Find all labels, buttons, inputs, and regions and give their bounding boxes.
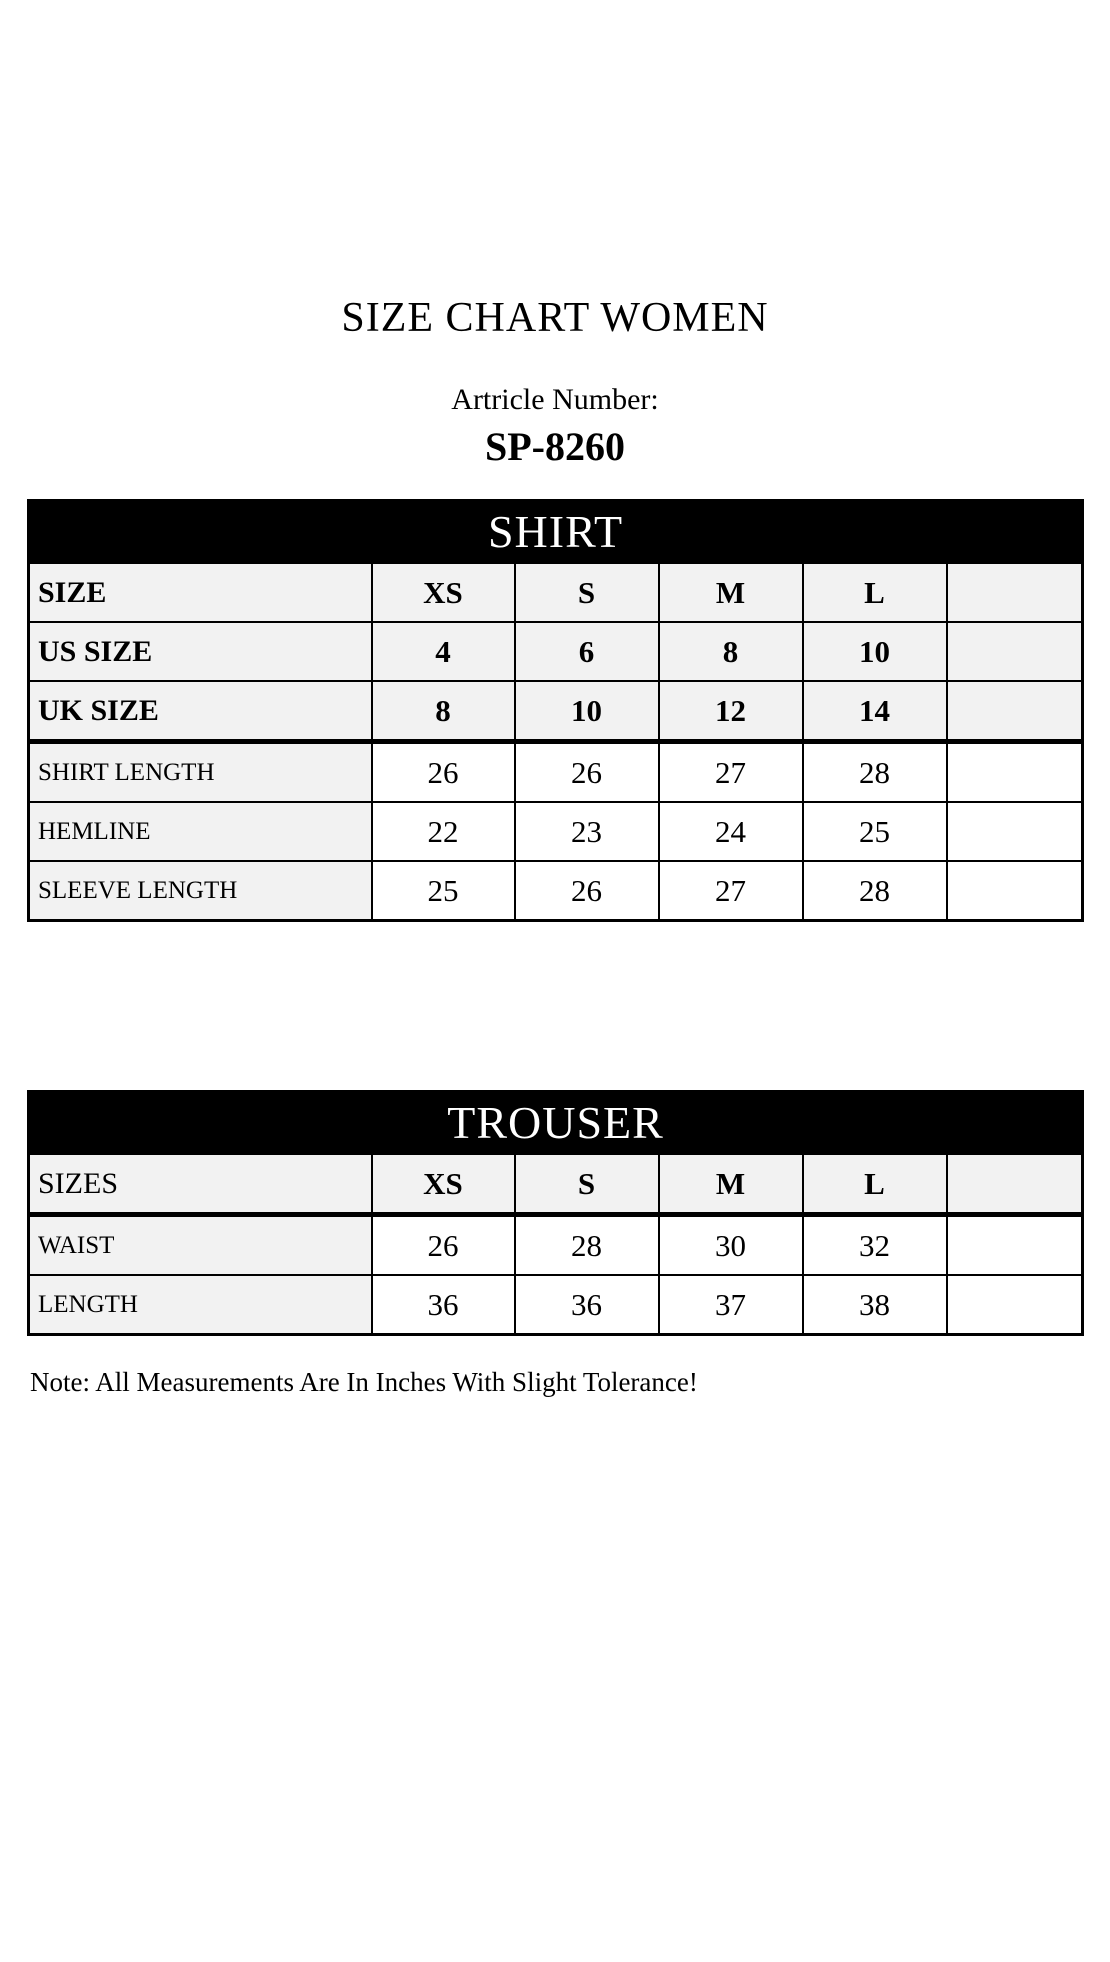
table-row [29,1215,1083,1276]
measurement-value: 25 [372,861,515,921]
measurement-value: 28 [515,1215,659,1276]
article-number-value: SP-8260 [485,424,625,469]
table-row [29,742,1083,803]
empty-cell [947,802,1083,861]
empty-cell [947,861,1083,921]
size-value: 6 [515,622,659,681]
trouser-size-table [27,1090,1084,1336]
note-text: Note: All Measurements Are In Inches With Slight Tolerance! [30,1367,698,1397]
empty-cell [947,1275,1083,1335]
row-label: HEMLINE [29,802,372,861]
size-value: L [803,1154,947,1215]
row-label: SLEEVE LENGTH [29,861,372,921]
measurement-value: 30 [659,1215,803,1276]
measurement-value: 26 [372,742,515,803]
size-value: S [515,1154,659,1215]
measurement-value: 22 [372,802,515,861]
size-value: 14 [803,681,947,742]
measurement-value: 26 [515,861,659,921]
empty-cell [947,563,1083,623]
measurement-value: 32 [803,1215,947,1276]
size-value: S [515,563,659,623]
article-number-label: Artricle Number: [451,383,659,416]
measurement-value: 25 [803,802,947,861]
size-value: M [659,563,803,623]
trouser-table-title: TROUSER [29,1092,1083,1154]
row-label: SIZE [29,563,372,623]
size-value: 4 [372,622,515,681]
measurement-value: 23 [515,802,659,861]
row-label: WAIST [29,1215,372,1276]
size-value: L [803,563,947,623]
size-value: 12 [659,681,803,742]
row-label: UK SIZE [29,681,372,742]
table-row [29,861,1083,921]
empty-cell [947,1154,1083,1215]
measurement-value: 27 [659,861,803,921]
measurement-value: 28 [803,742,947,803]
shirt-table-title: SHIRT [29,501,1083,563]
measurement-value: 36 [372,1275,515,1335]
measurement-value: 26 [515,742,659,803]
shirt-size-table [27,499,1084,922]
measurement-value: 24 [659,802,803,861]
size-value: XS [372,1154,515,1215]
empty-cell [947,622,1083,681]
row-label: US SIZE [29,622,372,681]
size-value: XS [372,563,515,623]
table-row [29,802,1083,861]
table-row [29,681,1083,742]
empty-cell [947,1215,1083,1276]
row-label: SIZES [29,1154,372,1215]
size-value: 8 [659,622,803,681]
table-row [29,563,1083,623]
size-value: M [659,1154,803,1215]
measurement-value: 36 [515,1275,659,1335]
trouser-table-header-row [29,1092,1083,1154]
page-title: SIZE CHART WOMEN [341,295,769,341]
shirt-table-header-row [29,501,1083,563]
measurement-value: 26 [372,1215,515,1276]
empty-cell [947,681,1083,742]
measurement-value: 28 [803,861,947,921]
size-value: 10 [803,622,947,681]
size-value: 8 [372,681,515,742]
table-row [29,1275,1083,1335]
measurement-value: 37 [659,1275,803,1335]
row-label: LENGTH [29,1275,372,1335]
empty-cell [947,742,1083,803]
table-row [29,622,1083,681]
measurement-value: 38 [803,1275,947,1335]
table-row [29,1154,1083,1215]
measurement-value: 27 [659,742,803,803]
row-label: SHIRT LENGTH [29,742,372,803]
size-value: 10 [515,681,659,742]
